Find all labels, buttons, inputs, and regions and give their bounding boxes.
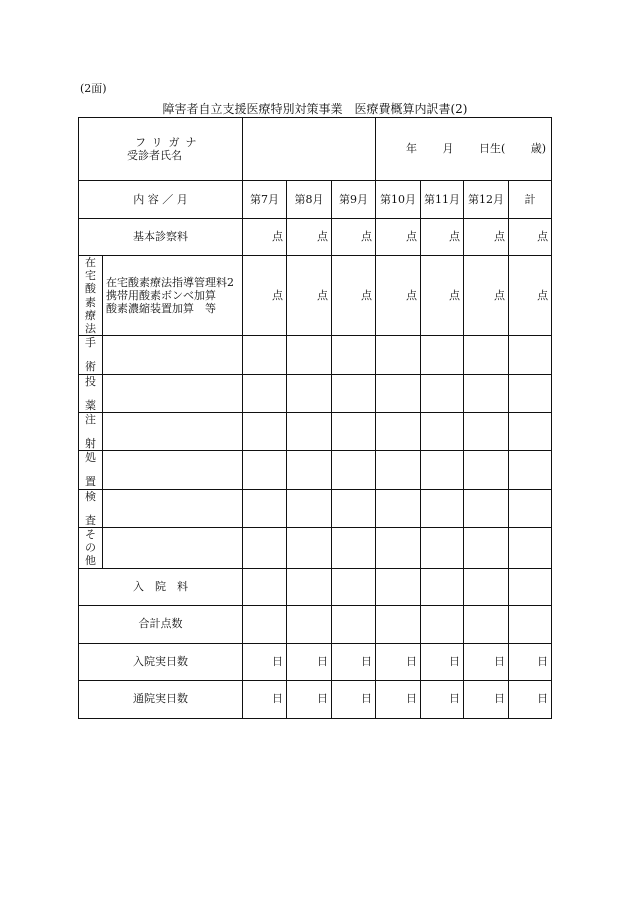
entry-cell[interactable]	[464, 489, 509, 527]
entry-cell[interactable]	[464, 451, 509, 489]
entry-cell[interactable]	[243, 489, 287, 527]
content-month-header: 内 容 ／ 月	[79, 181, 243, 219]
points-cell[interactable]: 点	[509, 219, 552, 256]
entry-cell[interactable]	[376, 412, 421, 450]
month-10-header: 第10月	[376, 181, 421, 219]
outpatient-days-label: 通院実日数	[79, 680, 243, 718]
entry-cell[interactable]	[421, 528, 464, 569]
medication-detail-cell[interactable]	[103, 374, 243, 412]
entry-cell[interactable]	[287, 451, 332, 489]
hospitalization-label: 入 院 料	[79, 568, 243, 605]
entry-cell[interactable]	[464, 528, 509, 569]
patient-label-cell	[79, 118, 243, 181]
days-cell[interactable]: 日	[421, 680, 464, 718]
basic-fee-row	[79, 219, 552, 256]
entry-cell[interactable]	[332, 528, 376, 569]
entry-cell[interactable]	[421, 605, 464, 643]
entry-cell[interactable]	[287, 412, 332, 450]
label-char: 薬	[85, 398, 96, 412]
surgery-row	[79, 336, 552, 374]
total-header: 計	[509, 181, 552, 219]
points-cell[interactable]: 点	[464, 256, 509, 336]
label-char: 投	[85, 374, 96, 388]
entry-cell[interactable]	[509, 451, 552, 489]
days-cell[interactable]: 日	[376, 643, 421, 680]
examination-label	[79, 489, 103, 527]
label-char: 宅	[85, 269, 96, 283]
entry-cell[interactable]	[287, 374, 332, 412]
other-label	[79, 528, 103, 569]
points-cell[interactable]: 点	[287, 256, 332, 336]
label-char: 置	[85, 475, 96, 489]
page-label: (2面)	[80, 82, 107, 95]
other-row	[79, 528, 552, 569]
entry-cell[interactable]	[332, 489, 376, 527]
home-oxygen-item: 酸素濃縮装置加算 等	[106, 302, 216, 316]
label-char: 療	[85, 308, 96, 322]
entry-cell[interactable]	[243, 568, 287, 605]
entry-cell[interactable]	[243, 605, 287, 643]
entry-cell[interactable]	[509, 489, 552, 527]
hospitalization-row	[79, 568, 552, 605]
entry-cell[interactable]	[509, 412, 552, 450]
entry-cell[interactable]	[332, 336, 376, 374]
birth-year-label: 年	[406, 142, 418, 156]
total-points-label: 合計点数	[79, 605, 243, 643]
points-cell[interactable]: 点	[332, 219, 376, 256]
label-char: 法	[85, 321, 96, 335]
label-char: 処	[85, 451, 96, 465]
patient-name-label: 受診者氏名	[127, 149, 182, 162]
month-12-header: 第12月	[464, 181, 509, 219]
entry-cell[interactable]	[509, 528, 552, 569]
patient-row	[79, 118, 552, 181]
column-header-row	[79, 181, 552, 219]
entry-cell[interactable]	[421, 489, 464, 527]
entry-cell[interactable]	[287, 605, 332, 643]
entry-cell[interactable]	[243, 336, 287, 374]
entry-cell[interactable]	[376, 528, 421, 569]
entry-cell[interactable]	[421, 412, 464, 450]
entry-cell[interactable]	[332, 605, 376, 643]
outpatient-days-row	[79, 680, 552, 718]
entry-cell[interactable]	[509, 336, 552, 374]
home-oxygen-item: 在宅酸素療法指導管理料2	[106, 275, 234, 289]
label-char: 注	[85, 412, 96, 426]
age-label: 歳)	[530, 142, 547, 156]
entry-cell[interactable]	[287, 336, 332, 374]
furigana-label: フリガナ	[135, 135, 203, 149]
label-char: そ	[85, 528, 96, 541]
days-cell[interactable]: 日	[509, 643, 552, 680]
cost-breakdown-table	[78, 117, 552, 719]
inpatient-days-label: 入院実日数	[79, 643, 243, 680]
entry-cell[interactable]	[421, 336, 464, 374]
entry-cell[interactable]	[376, 605, 421, 643]
label-char: 査	[85, 513, 96, 527]
medication-label	[79, 374, 103, 412]
entry-cell[interactable]	[243, 412, 287, 450]
home-oxygen-item: 携帯用酸素ボンベ加算	[106, 288, 216, 302]
entry-cell[interactable]	[332, 451, 376, 489]
days-cell[interactable]: 日	[332, 643, 376, 680]
entry-cell[interactable]	[332, 568, 376, 605]
label-char: 術	[85, 360, 96, 374]
entry-cell[interactable]	[464, 374, 509, 412]
other-detail-cell[interactable]	[103, 528, 243, 569]
entry-cell[interactable]	[243, 374, 287, 412]
medication-row	[79, 374, 552, 412]
basic-fee-label: 基本診察料	[79, 219, 243, 256]
entry-cell[interactable]	[376, 336, 421, 374]
home-oxygen-row	[79, 256, 552, 336]
days-cell[interactable]: 日	[376, 680, 421, 718]
document-title: 障害者自立支援医療特別対策事業 医療費概算内訳書(2)	[162, 102, 468, 116]
home-oxygen-items	[103, 256, 243, 336]
points-cell[interactable]: 点	[509, 256, 552, 336]
entry-cell[interactable]	[243, 528, 287, 569]
entry-cell[interactable]	[287, 489, 332, 527]
entry-cell[interactable]	[464, 336, 509, 374]
points-cell[interactable]: 点	[421, 256, 464, 336]
label-char: 酸	[85, 282, 96, 296]
points-cell[interactable]: 点	[421, 219, 464, 256]
label-char: 検	[85, 489, 96, 503]
birth-date-field[interactable]	[376, 118, 552, 181]
examination-row	[79, 489, 552, 527]
month-8-header: 第8月	[287, 181, 332, 219]
entry-cell[interactable]	[332, 374, 376, 412]
points-cell[interactable]: 点	[376, 256, 421, 336]
days-cell[interactable]: 日	[464, 643, 509, 680]
entry-cell[interactable]	[376, 374, 421, 412]
label-char: 他	[85, 554, 96, 568]
days-cell[interactable]: 日	[287, 643, 332, 680]
entry-cell[interactable]	[464, 605, 509, 643]
label-char: 手	[85, 336, 96, 350]
label-char: 素	[85, 295, 96, 309]
entry-cell[interactable]	[421, 568, 464, 605]
days-cell[interactable]: 日	[287, 680, 332, 718]
month-7-header: 第7月	[243, 181, 287, 219]
entry-cell[interactable]	[421, 374, 464, 412]
entry-cell[interactable]	[464, 412, 509, 450]
home-oxygen-label	[79, 256, 103, 336]
points-cell[interactable]: 点	[287, 219, 332, 256]
entry-cell[interactable]	[376, 451, 421, 489]
month-11-header: 第11月	[421, 181, 464, 219]
entry-cell[interactable]	[464, 568, 509, 605]
label-char: 在	[85, 256, 96, 269]
injection-detail-cell[interactable]	[103, 412, 243, 450]
birth-day-label: 日生(	[478, 142, 506, 156]
label-char: 射	[85, 437, 96, 451]
label-char: の	[85, 541, 96, 555]
surgery-detail-cell[interactable]	[103, 336, 243, 374]
entry-cell[interactable]	[509, 605, 552, 643]
entry-cell[interactable]	[376, 489, 421, 527]
injection-row	[79, 412, 552, 450]
days-cell[interactable]: 日	[243, 643, 287, 680]
points-cell[interactable]: 点	[376, 219, 421, 256]
treatment-detail-cell[interactable]	[103, 451, 243, 489]
injection-label	[79, 412, 103, 450]
days-cell[interactable]: 日	[464, 680, 509, 718]
entry-cell[interactable]	[332, 412, 376, 450]
surgery-label	[79, 336, 103, 374]
entry-cell[interactable]	[287, 568, 332, 605]
entry-cell[interactable]	[287, 528, 332, 569]
entry-cell[interactable]	[243, 451, 287, 489]
entry-cell[interactable]	[376, 568, 421, 605]
treatment-label	[79, 451, 103, 489]
birth-month-label: 月	[442, 142, 454, 156]
month-9-header: 第9月	[332, 181, 376, 219]
entry-cell[interactable]	[421, 451, 464, 489]
entry-cell[interactable]	[509, 568, 552, 605]
patient-name-field[interactable]	[243, 118, 376, 181]
points-cell[interactable]: 点	[243, 256, 287, 336]
points-cell[interactable]: 点	[464, 219, 509, 256]
points-cell[interactable]: 点	[332, 256, 376, 336]
days-cell[interactable]: 日	[243, 680, 287, 718]
days-cell[interactable]: 日	[332, 680, 376, 718]
points-cell[interactable]: 点	[243, 219, 287, 256]
days-cell[interactable]: 日	[509, 680, 552, 718]
entry-cell[interactable]	[509, 374, 552, 412]
total-points-row	[79, 605, 552, 643]
inpatient-days-row	[79, 643, 552, 680]
examination-detail-cell[interactable]	[103, 489, 243, 527]
days-cell[interactable]: 日	[421, 643, 464, 680]
treatment-row	[79, 451, 552, 489]
